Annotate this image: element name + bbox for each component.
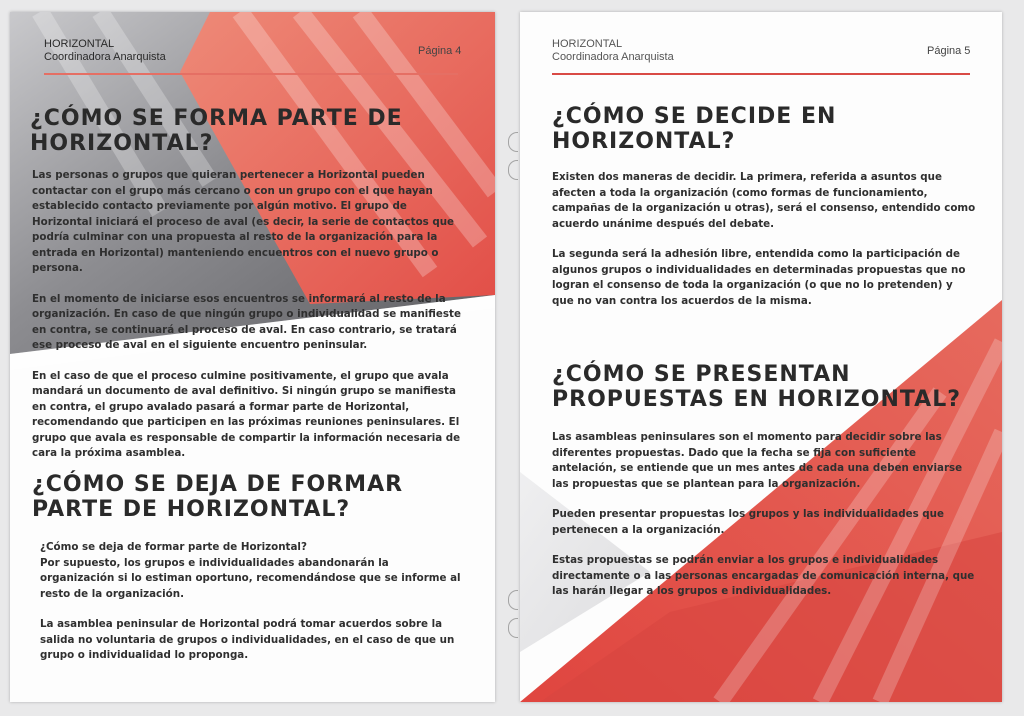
paragraph: En el caso de que el proceso culmine positivamente, el grupo que avala mandará un documento de aval definitivo. Si ningún grupo se manifiesta en contra, el grupo avalado pasará a formar parte de Horizontal, recomendando que participen en las próximas reuniones peninsulares. El grupo que avala es responsable de compartir la información necesaria de cara la próxima asamblea. (32, 369, 461, 459)
header-rule (552, 73, 970, 75)
section-title-decide: ¿CÓMO SE DECIDE EN HORIZONTAL? (552, 104, 837, 154)
paragraph: Las personas o grupos que quieran pertenecer a Horizontal pueden contactar con el grupo más cercano o con un grupo con el que hayan establecido contacto previamente por algún motivo. El grupo de Horizontal iniciará el proceso de aval (es decir, la serie de contactos que podría culminar con una propuesta al resto de la organización para la entrada en Horizontal) manteniendo encuentros con el nuevo grupo o persona. (32, 169, 455, 274)
page-5 (520, 12, 1002, 702)
section-body-forma-parte (32, 168, 467, 477)
paragraph: Pueden presentar propuestas los grupos y las individualidades que pertenecen a la organización. (552, 508, 944, 536)
page-4-header (44, 38, 166, 64)
binding-hole (508, 590, 518, 610)
header-org-name: HORIZONTAL (44, 38, 115, 50)
paragraph: Por supuesto, los grupos e individualidades abandonarán la organización si lo estiman oportuno, recomendándose que se informe al resto de la organización. (40, 556, 461, 600)
paragraph: Las asambleas peninsulares son el momento para decidir sobre las diferentes propuestas. Dado que la fecha se fija con suficiente antelación, se entiende que un mes antes de cada una deben enviarse las propuestas que se plantean para la organización. (552, 431, 963, 490)
section-body-decide (552, 170, 977, 324)
header-org-name: HORIZONTAL (552, 38, 623, 50)
page-number: Página 4 (418, 45, 462, 57)
binding-hole (508, 618, 518, 638)
page-4 (10, 12, 495, 702)
paragraph: La segunda será la adhesión libre, entendida como la participación de algunos grupos o individualidades en determinadas propuestas que no logran el consenso de toda la organización (o que no lo pretenden) y que no van contra los acuerdos de la misma. (552, 248, 966, 307)
binding-hole (508, 160, 518, 180)
page-number: Página 5 (927, 45, 971, 57)
section-body-deja-formar (40, 540, 465, 679)
header-rule (44, 73, 458, 75)
paragraph: Estas propuestas se podrán enviar a los grupos e individualidades directamente o a las personas encargadas de comunicación interna, que las harán llegar a los grupos e individualidades. (552, 554, 975, 597)
section-body-presentan (552, 430, 977, 615)
header-org-subtitle: Coordinadora Anarquista (44, 51, 166, 63)
paragraph: Existen dos maneras de decidir. La primera, referida a asuntos que afecten a toda la organización (como formas de funcionamiento, campañas de la organización u otras), será el consenso, entendido como acuerdo unánime después del debate. (552, 171, 976, 230)
paragraph-question: ¿Cómo se deja de formar parte de Horizontal? (40, 541, 307, 553)
section-title-deja-formar: ¿CÓMO SE DEJA DE FORMAR PARTE DE HORIZONTAL? (32, 472, 404, 522)
binding-hole (508, 132, 518, 152)
page-5-header (552, 38, 674, 64)
section-title-forma-parte: ¿CÓMO SE FORMA PARTE DE HORIZONTAL? (30, 106, 403, 156)
paragraph: La asamblea peninsular de Horizontal podrá tomar acuerdos sobre la salida no voluntaria de grupos o individualidades, en el caso de que un grupo o individualidad lo proponga. (40, 618, 455, 661)
header-org-subtitle: Coordinadora Anarquista (552, 51, 674, 63)
section-title-presentan: ¿CÓMO SE PRESENTAN PROPUESTAS EN HORIZONTAL? (552, 362, 961, 412)
paragraph: En el momento de iniciarse esos encuentros se informará al resto de la organización. En caso de que ningún grupo o individualidad se manifieste en contra, se continuará el proceso de aval. En caso contrario, se tratará ese proceso de aval en el siguiente encuentro peninsular. (32, 292, 461, 351)
